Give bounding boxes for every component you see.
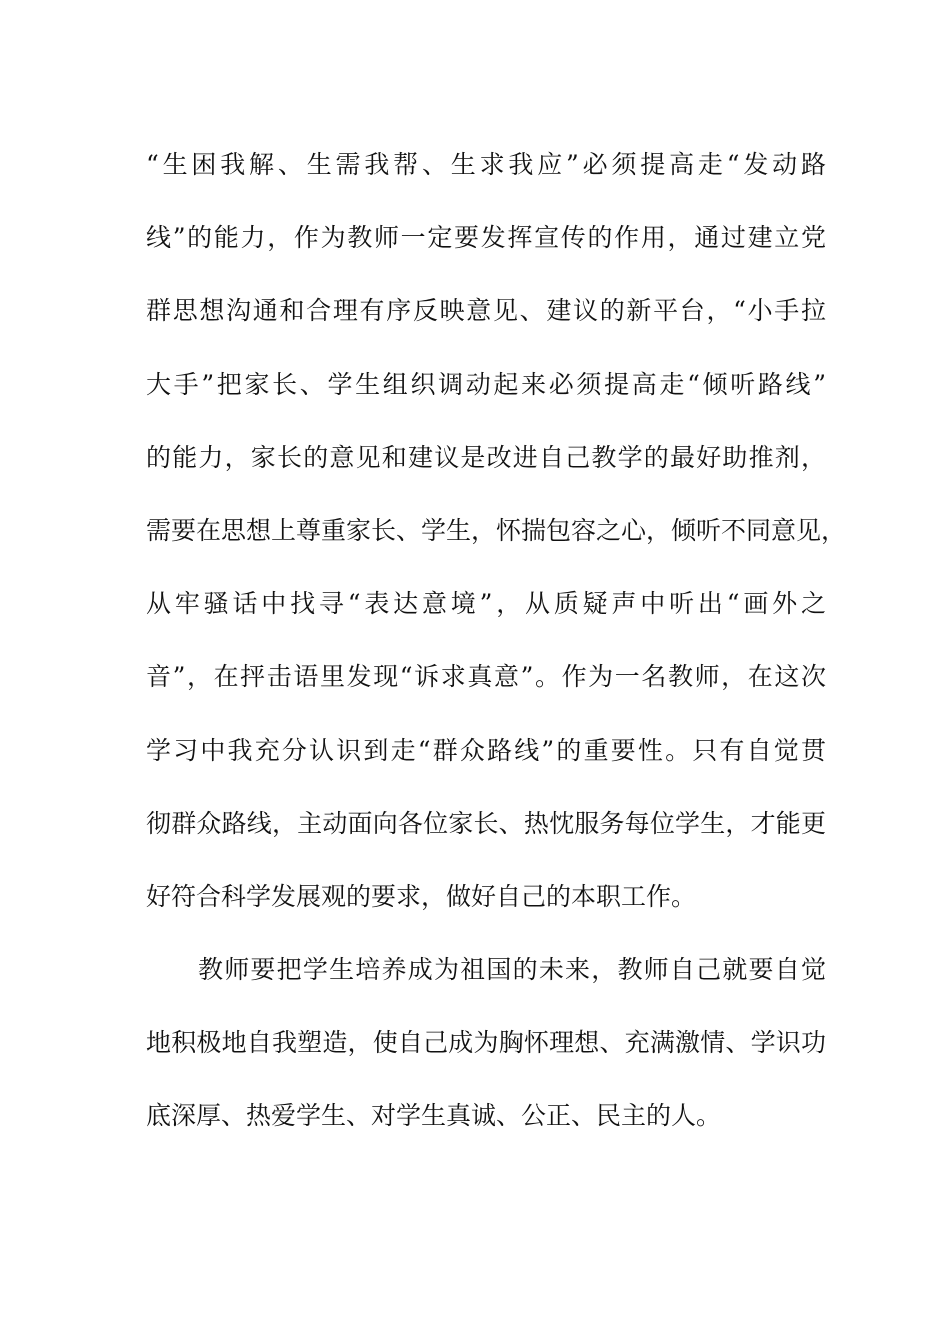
text-line: 从牢骚话中找寻“表达意境”，从质疑声中听出“画外之	[146, 589, 826, 619]
text-line: 地积极地自我塑造，使自己成为胸怀理想、充满激情、学识功	[146, 1028, 826, 1058]
paragraph-2	[146, 933, 826, 1153]
text-line: 教师要把学生培养成为祖国的未来，教师自己就要自觉	[198, 955, 826, 985]
text-line: 大手”把家长、学生组织调动起来必须提高走“倾听路线”	[146, 369, 826, 399]
text-line: 学习中我充分认识到走“群众路线”的重要性。只有自觉贯	[146, 735, 826, 765]
text-line: 线”的能力，作为教师一定要发挥宣传的作用，通过建立党	[146, 223, 826, 253]
text-line: 彻群众路线，主动面向各位家长、热忱服务每位学生，才能更	[146, 808, 826, 838]
text-line: 群思想沟通和合理有序反映意见、建议的新平台，“小手拉	[146, 296, 826, 326]
text-line: 需要在思想上尊重家长、学生，怀揣包容之心，倾听不同意见，	[146, 515, 847, 545]
text-line: 底深厚、热爱学生、对学生真诚、公正、民主的人。	[146, 1101, 722, 1131]
text-line: 音”，在抨击语里发现“诉求真意”。作为一名教师，在这次	[146, 662, 826, 692]
text-line: 好符合科学发展观的要求，做好自己的本职工作。	[146, 881, 697, 911]
text-line: “生困我解、生需我帮、生求我应”必须提高走“发动路	[146, 150, 826, 179]
paragraph-1	[146, 128, 847, 933]
document-body	[146, 128, 847, 1153]
text-line: 的能力，家长的意见和建议是改进自己教学的最好助推剂，	[146, 442, 826, 472]
